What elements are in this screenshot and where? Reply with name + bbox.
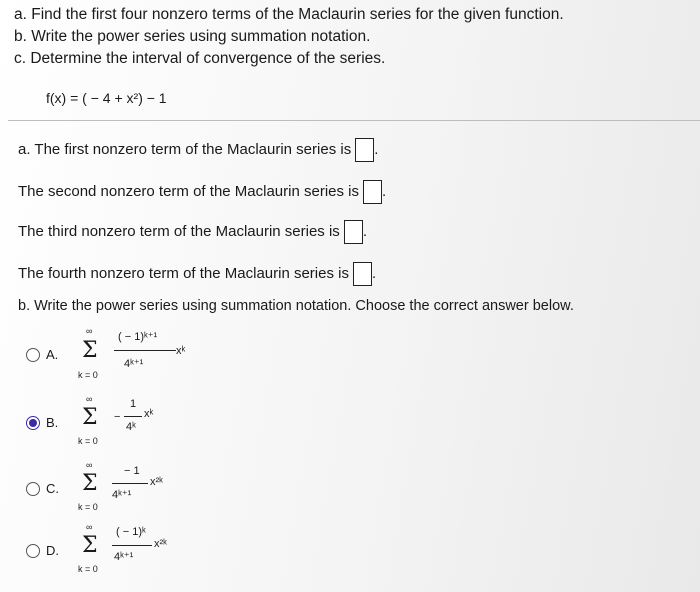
radio-option-d[interactable] [26,544,40,558]
option-a-denominator: 4ᵏ⁺¹ [124,358,144,370]
option-b-sum-lower: k = 0 [78,436,98,446]
option-b-sigma: Σ [82,405,98,430]
option-c-power: x²ᵏ [150,476,163,488]
question-third-term-label: The third nonzero term of the Maclaurin series is [18,222,340,240]
option-b-denominator: 4ᵏ [126,421,136,433]
period: . [371,264,377,282]
option-d-denominator: 4ᵏ⁺¹ [114,551,134,563]
option-c-sum-lower: k = 0 [78,502,98,512]
period: . [382,182,387,200]
option-a-label: A. [46,347,59,362]
option-a-sum-upper: ∞ [86,326,93,336]
option-a-sigma: Σ [82,338,98,363]
option-b-numerator: 1 [130,398,137,410]
question-first-term-label: a. The first nonzero term of the Maclaurin series is [18,140,352,158]
option-c-fraction-bar [112,483,148,484]
answer-box-fourth-term[interactable] [353,262,372,286]
divider [8,120,700,121]
option-d-sigma: Σ [82,533,98,558]
option-b-label: B. [46,415,59,430]
radio-option-c[interactable] [26,482,40,496]
option-d-sum-lower: k = 0 [78,564,98,574]
question-second-term-label: The second nonzero term of the Maclaurin series is [18,182,359,200]
instruction-b: b. Write the power series using summation notation. [14,28,371,45]
option-d-label: D. [46,543,59,558]
option-b-fraction-bar [124,416,142,417]
option-d-power: x²ᵏ [154,538,167,550]
option-b-sign: − [114,411,121,423]
option-c-sum-upper: ∞ [86,460,93,470]
option-a-sum-lower: k = 0 [78,370,98,380]
option-d-fraction-bar [112,545,152,546]
option-a-fraction-bar [114,350,176,351]
option-c-numerator: − 1 [124,465,140,477]
part-b-prompt: b. Write the power series using summation notation. Choose the correct answer below. [18,298,574,314]
instruction-a: a. Find the first four nonzero terms of the Maclaurin series for the given function. [14,6,564,23]
answer-box-second-term[interactable] [363,180,382,204]
period: . [374,140,379,158]
option-c-sigma: Σ [82,471,98,496]
question-fourth-term-label: The fourth nonzero term of the Maclaurin series is [18,264,349,282]
option-c-denominator: 4ᵏ⁺¹ [112,489,132,501]
option-d-numerator: ( − 1)ᵏ [116,526,146,538]
radio-option-a[interactable] [26,348,40,362]
option-d-sum-upper: ∞ [86,522,93,532]
option-a-power: xᵏ [176,345,186,357]
option-b-sum-upper: ∞ [86,394,93,404]
answer-box-first-term[interactable] [355,138,374,162]
question-fourth-term [18,262,376,286]
question-first-term [18,138,378,162]
instruction-c: c. Determine the interval of convergence of the series. [14,50,386,67]
function-expression: f(x) = ( − 4 + x²) − 1 [46,90,167,106]
question-second-term [18,180,386,204]
question-third-term [18,220,367,244]
radio-option-b[interactable] [26,416,40,430]
option-b-power: xᵏ [144,408,154,420]
option-c-label: C. [46,481,59,496]
answer-box-third-term[interactable] [344,220,363,244]
period: . [362,222,367,240]
option-a-numerator: ( − 1)ᵏ⁺¹ [118,331,158,343]
